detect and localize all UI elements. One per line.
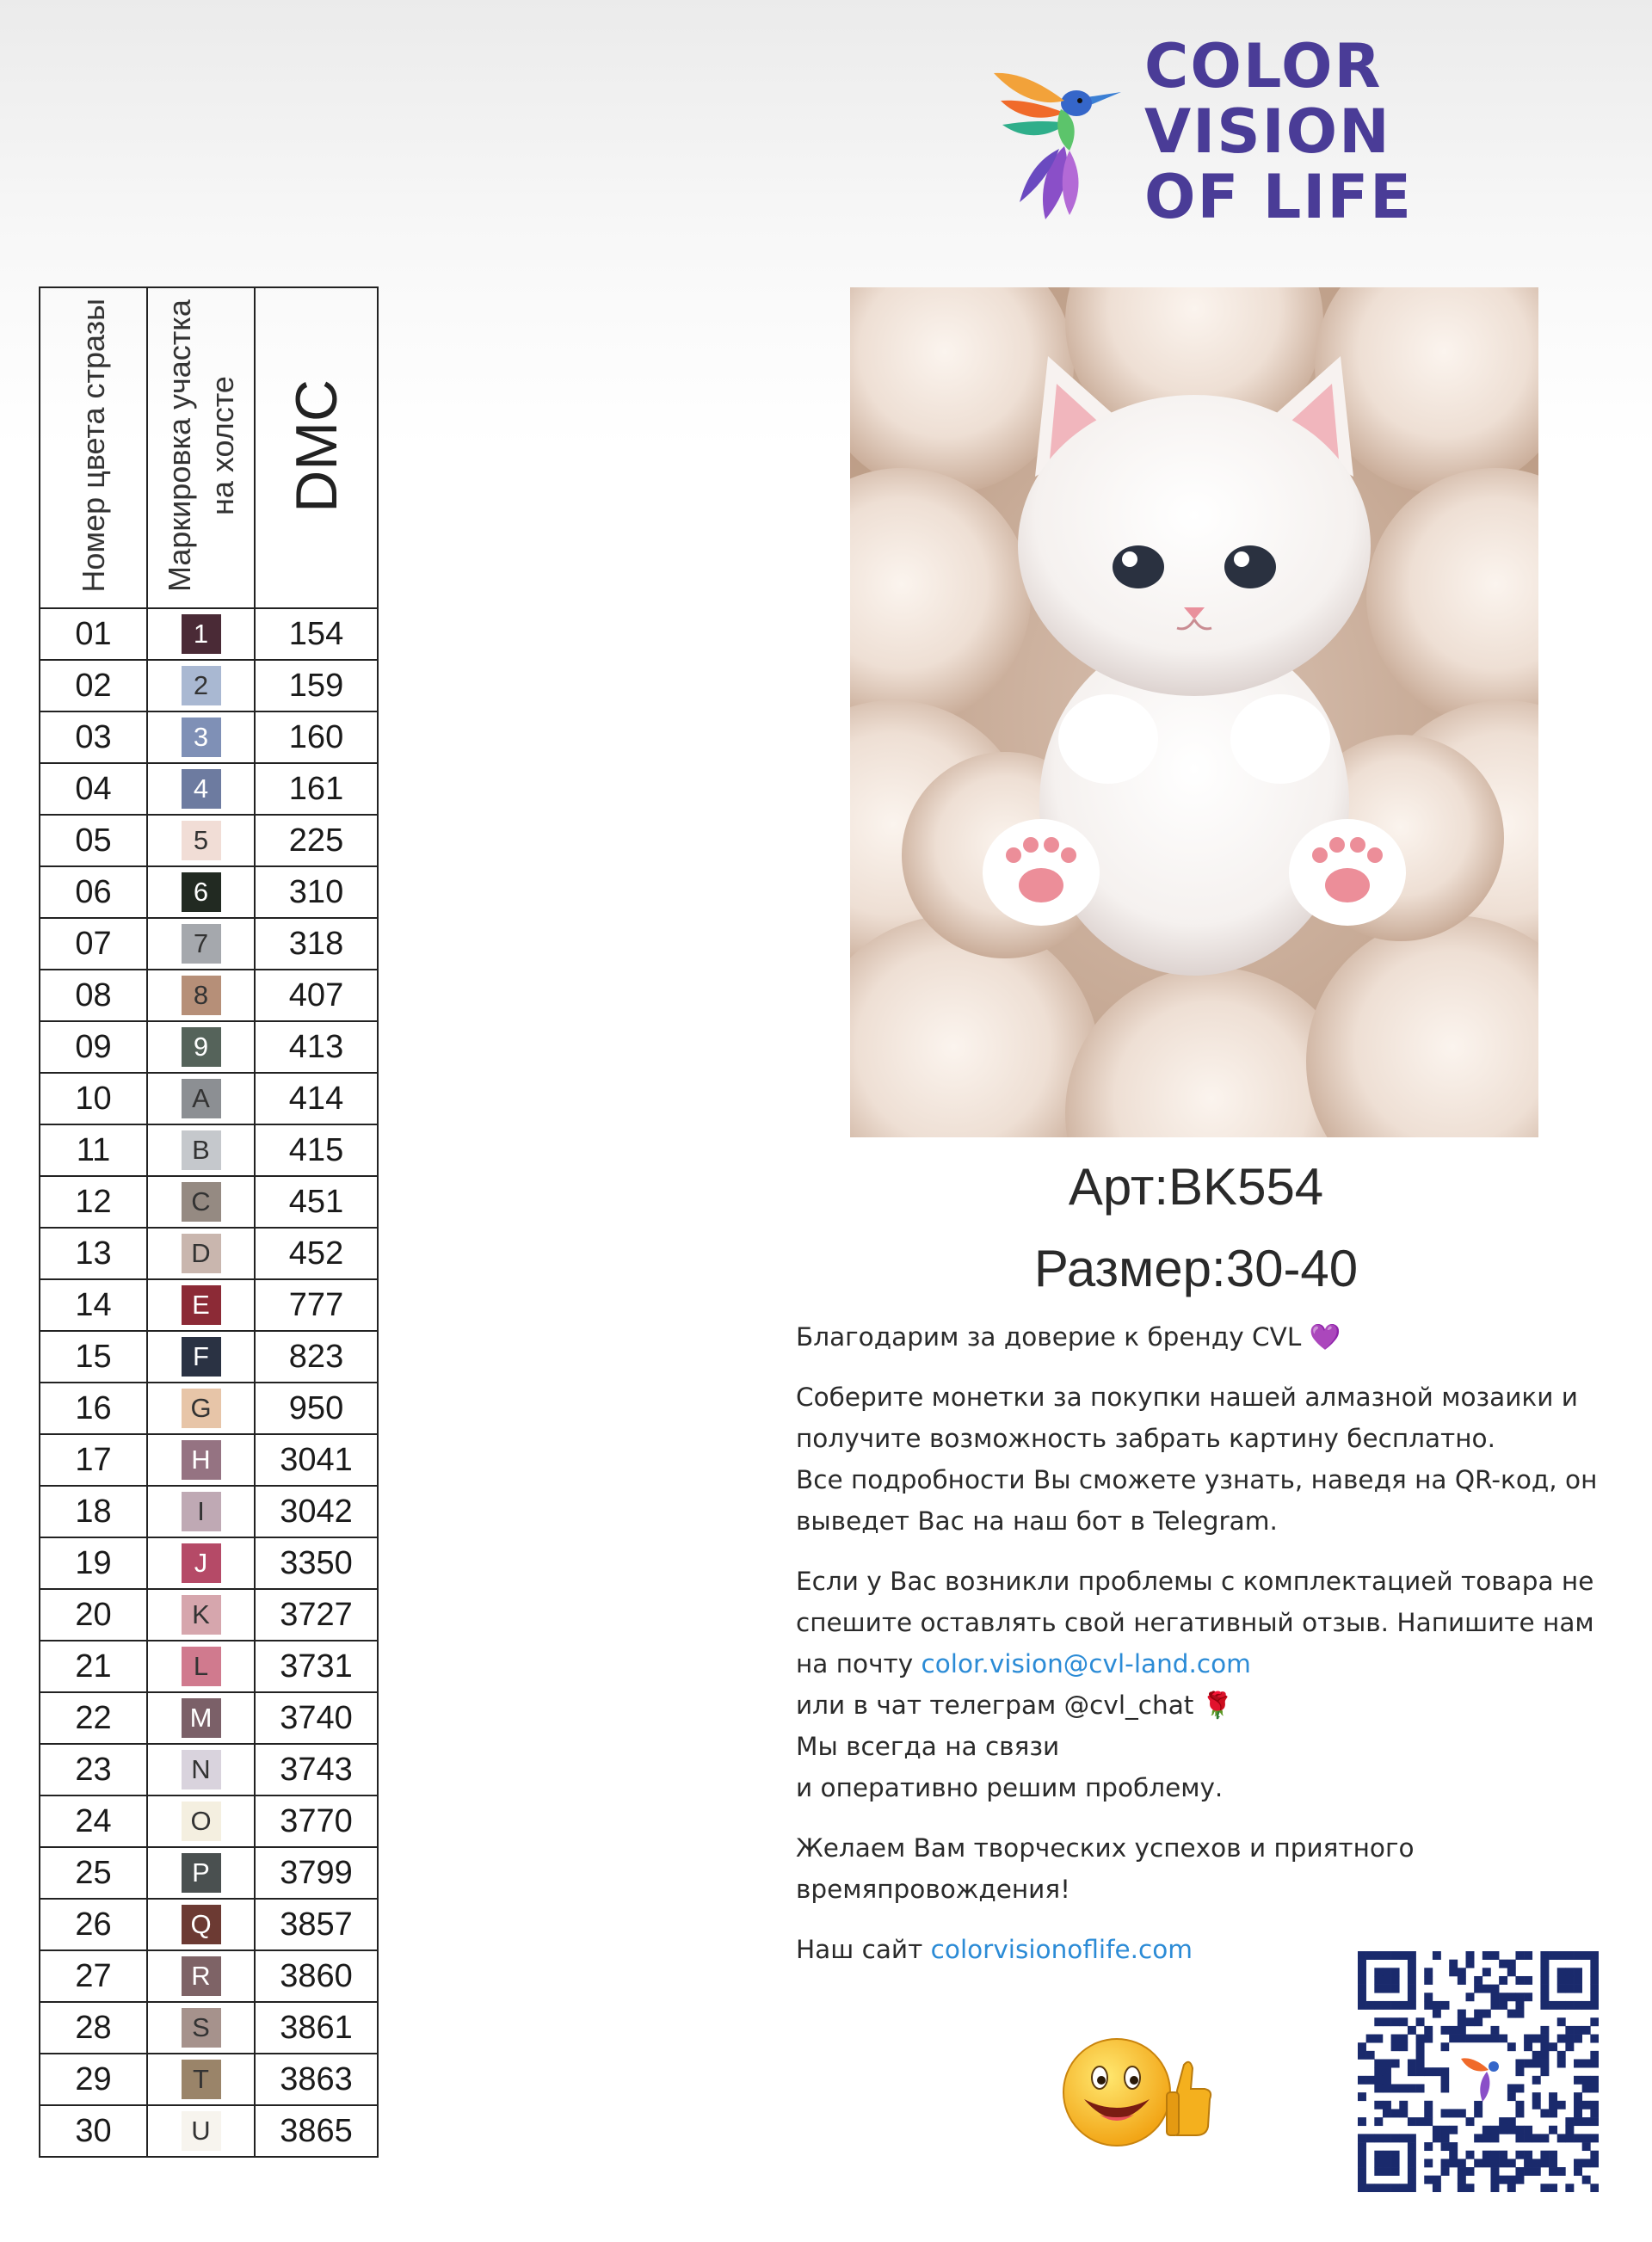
dmc-code-cell: 310	[255, 866, 378, 918]
canvas-marking-cell	[147, 1795, 255, 1847]
header-color-number-label: Номер цвета стразы	[75, 299, 111, 593]
canvas-marking-cell	[147, 608, 255, 660]
color-swatch: 2	[182, 666, 221, 705]
customer-message	[796, 1316, 1605, 1989]
color-swatch: 3	[182, 718, 221, 757]
color-number-cell: 14	[40, 1279, 147, 1331]
canvas-marking-cell	[147, 1537, 255, 1589]
color-swatch: O	[182, 1802, 221, 1841]
canvas-marking-cell	[147, 1950, 255, 2002]
dmc-code-cell: 3042	[255, 1486, 378, 1537]
color-swatch: Q	[182, 1905, 221, 1944]
table-row	[40, 1124, 378, 1176]
support-line-2: спешите оставлять свой негативный отзыв. Напишите нам	[796, 1608, 1594, 1637]
color-number-cell: 22	[40, 1692, 147, 1744]
color-number-cell: 18	[40, 1486, 147, 1537]
canvas-marking-cell	[147, 1073, 255, 1124]
canvas-marking-cell	[147, 1383, 255, 1434]
color-swatch: F	[182, 1337, 221, 1377]
table-row	[40, 1795, 378, 1847]
telegram-chat-text: или в чат телеграм @cvl_chat	[796, 1691, 1194, 1720]
table-row	[40, 1331, 378, 1383]
color-number-cell: 16	[40, 1383, 147, 1434]
header-dmc	[255, 287, 378, 608]
color-swatch: S	[182, 2008, 221, 2048]
color-number-cell: 05	[40, 815, 147, 866]
table-row	[40, 2054, 378, 2105]
color-number-cell: 12	[40, 1176, 147, 1228]
canvas-marking-cell	[147, 1021, 255, 1073]
dmc-code-cell: 3863	[255, 2054, 378, 2105]
color-number-cell: 21	[40, 1641, 147, 1692]
dmc-code-cell: 3799	[255, 1847, 378, 1899]
table-row	[40, 1589, 378, 1641]
color-number-cell: 30	[40, 2105, 147, 2157]
color-number-cell: 24	[40, 1795, 147, 1847]
table-row	[40, 1228, 378, 1279]
support-line-1: Если у Вас возникли проблемы с комплектацией товара не	[796, 1567, 1594, 1596]
dmc-code-cell: 161	[255, 763, 378, 815]
brand-logo	[985, 30, 1433, 232]
table-row	[40, 1744, 378, 1795]
dmc-code-cell: 3857	[255, 1899, 378, 1950]
table-row	[40, 1176, 378, 1228]
color-number-cell: 10	[40, 1073, 147, 1124]
color-number-cell: 13	[40, 1228, 147, 1279]
color-swatch: U	[182, 2111, 221, 2151]
coins-line-2: получите возможность забрать картину бесплатно.	[796, 1424, 1495, 1453]
wishes-paragraph	[796, 1827, 1605, 1910]
canvas-marking-cell	[147, 763, 255, 815]
coins-line-3: Все подробности Вы сможете узнать, наведя на QR-код, он	[796, 1465, 1598, 1494]
table-row	[40, 1847, 378, 1899]
wishes-line-2: времяпровождения!	[796, 1875, 1070, 1904]
canvas-marking-cell	[147, 1331, 255, 1383]
color-number-cell: 23	[40, 1744, 147, 1795]
table-row	[40, 866, 378, 918]
product-image-white-kitten	[850, 287, 1538, 1137]
dmc-code-cell: 3861	[255, 2002, 378, 2054]
color-number-cell: 09	[40, 1021, 147, 1073]
color-swatch: K	[182, 1595, 221, 1635]
table-row	[40, 608, 378, 660]
canvas-marking-cell	[147, 1589, 255, 1641]
dmc-code-cell: 3727	[255, 1589, 378, 1641]
email-prefix: на почту	[796, 1649, 922, 1678]
canvas-marking-cell	[147, 1124, 255, 1176]
color-number-cell: 26	[40, 1899, 147, 1950]
color-number-cell: 20	[40, 1589, 147, 1641]
qr-center-logo-icon	[1449, 2042, 1507, 2102]
dmc-code-cell: 451	[255, 1176, 378, 1228]
color-number-cell: 25	[40, 1847, 147, 1899]
dmc-code-cell: 3731	[255, 1641, 378, 1692]
color-number-cell: 04	[40, 763, 147, 815]
dmc-code-cell: 225	[255, 815, 378, 866]
qr-code[interactable]	[1358, 1951, 1599, 2192]
color-key-table	[39, 286, 379, 2158]
dmc-code-cell: 777	[255, 1279, 378, 1331]
header-dmc-label: DMC	[283, 379, 349, 513]
dmc-code-cell: 160	[255, 711, 378, 763]
dmc-code-cell: 407	[255, 970, 378, 1021]
color-number-cell: 11	[40, 1124, 147, 1176]
canvas-marking-cell	[147, 1228, 255, 1279]
dmc-code-cell: 823	[255, 1331, 378, 1383]
dmc-code-cell: 3041	[255, 1434, 378, 1486]
color-swatch: 9	[182, 1027, 221, 1067]
coins-line-1: Соберите монетки за покупки нашей алмазной мозаики и	[796, 1383, 1578, 1412]
table-row	[40, 918, 378, 970]
color-swatch: 5	[182, 821, 221, 860]
table-row	[40, 1899, 378, 1950]
color-swatch: J	[182, 1543, 221, 1583]
brand-line-3: OF LIFE	[1144, 162, 1413, 232]
color-number-cell: 17	[40, 1434, 147, 1486]
table-row	[40, 1021, 378, 1073]
color-number-cell: 27	[40, 1950, 147, 2002]
color-swatch: C	[182, 1182, 221, 1222]
brand-line-1: COLOR	[1144, 31, 1383, 102]
canvas-marking-cell	[147, 1279, 255, 1331]
brand-line-2: VISION	[1144, 96, 1391, 167]
table-row	[40, 1279, 378, 1331]
dmc-code-cell: 3860	[255, 1950, 378, 2002]
table-row	[40, 1641, 378, 1692]
article-number: Арт:BK554	[1068, 1158, 1324, 1216]
dmc-code-cell: 452	[255, 1228, 378, 1279]
color-swatch: N	[182, 1750, 221, 1789]
thumbs-up-smiley-icon	[1057, 2030, 1216, 2155]
table-row	[40, 2105, 378, 2157]
dmc-code-cell: 3740	[255, 1692, 378, 1744]
table-row	[40, 763, 378, 815]
rose-icon: 🌹	[1201, 1691, 1234, 1720]
canvas-marking-cell	[147, 2105, 255, 2157]
color-swatch: R	[182, 1956, 221, 1996]
canvas-marking-cell	[147, 1486, 255, 1537]
brand-wordmark	[1144, 31, 1413, 232]
table-row	[40, 660, 378, 711]
canvas-marking-cell	[147, 918, 255, 970]
color-swatch: M	[182, 1698, 221, 1738]
canvas-marking-cell	[147, 1692, 255, 1744]
dmc-code-cell: 3770	[255, 1795, 378, 1847]
color-number-cell: 29	[40, 2054, 147, 2105]
color-number-cell: 08	[40, 970, 147, 1021]
dmc-code-cell: 3865	[255, 2105, 378, 2157]
dmc-code-cell: 154	[255, 608, 378, 660]
color-swatch: L	[182, 1647, 221, 1686]
color-swatch: A	[182, 1079, 221, 1118]
dmc-code-cell: 950	[255, 1383, 378, 1434]
color-swatch: B	[182, 1130, 221, 1170]
canvas-marking-cell	[147, 660, 255, 711]
canvas-size: Размер:30-40	[1033, 1240, 1359, 1297]
canvas-marking-cell	[147, 1176, 255, 1228]
color-number-cell: 02	[40, 660, 147, 711]
color-swatch: 8	[182, 976, 221, 1015]
dmc-code-cell: 414	[255, 1073, 378, 1124]
table-row	[40, 1537, 378, 1589]
canvas-marking-cell	[147, 2002, 255, 2054]
color-swatch: D	[182, 1234, 221, 1273]
table-row	[40, 1692, 378, 1744]
support-line-5: Мы всегда на связи	[796, 1732, 1060, 1761]
color-swatch: E	[182, 1285, 221, 1325]
canvas-marking-cell	[147, 711, 255, 763]
support-paragraph	[796, 1561, 1605, 1808]
coins-line-4: выведет Вас на наш бот в Telegram.	[796, 1506, 1278, 1536]
color-number-cell: 28	[40, 2002, 147, 2054]
table-header-row	[40, 287, 378, 608]
color-swatch: G	[182, 1389, 221, 1428]
table-row	[40, 1950, 378, 2002]
canvas-marking-cell	[147, 815, 255, 866]
color-number-cell: 15	[40, 1331, 147, 1383]
color-number-cell: 03	[40, 711, 147, 763]
canvas-marking-cell	[147, 1744, 255, 1795]
canvas-marking-cell	[147, 1899, 255, 1950]
canvas-marking-cell	[147, 2054, 255, 2105]
header-color-number	[40, 287, 147, 608]
table-row	[40, 711, 378, 763]
hummingbird-logo-icon	[985, 56, 1123, 228]
site-prefix: Наш сайт	[796, 1935, 931, 1964]
color-key-rows	[40, 608, 378, 2157]
dmc-code-cell: 413	[255, 1021, 378, 1073]
website-link[interactable]: colorvisionoflife.com	[930, 1935, 1193, 1964]
color-swatch: 4	[182, 769, 221, 809]
wishes-line-1: Желаем Вам творческих успехов и приятного	[796, 1833, 1415, 1863]
color-number-cell: 07	[40, 918, 147, 970]
color-swatch: I	[182, 1492, 221, 1531]
color-swatch: 1	[182, 614, 221, 654]
table-row	[40, 970, 378, 1021]
color-swatch: H	[182, 1440, 221, 1480]
dmc-code-cell: 3743	[255, 1744, 378, 1795]
table-row	[40, 1434, 378, 1486]
canvas-marking-cell	[147, 970, 255, 1021]
header-canvas-marking-label: Маркировка участка на холсте	[161, 299, 240, 592]
color-number-cell: 19	[40, 1537, 147, 1589]
thanks-paragraph	[796, 1316, 1605, 1358]
color-number-cell: 06	[40, 866, 147, 918]
canvas-marking-cell	[147, 1434, 255, 1486]
table-row	[40, 1073, 378, 1124]
color-number-cell: 01	[40, 608, 147, 660]
color-swatch: 6	[182, 872, 221, 912]
coins-paragraph	[796, 1377, 1605, 1542]
header-canvas-marking	[147, 287, 255, 608]
table-row	[40, 815, 378, 866]
dmc-code-cell: 318	[255, 918, 378, 970]
canvas-marking-cell	[147, 866, 255, 918]
dmc-code-cell: 159	[255, 660, 378, 711]
canvas-marking-cell	[147, 1847, 255, 1899]
table-row	[40, 1486, 378, 1537]
chat-line	[796, 1685, 1605, 1726]
canvas-marking-cell	[147, 1641, 255, 1692]
color-swatch: P	[182, 1853, 221, 1893]
color-swatch: T	[182, 2060, 221, 2099]
dmc-code-cell: 415	[255, 1124, 378, 1176]
support-email-link[interactable]: color.vision@cvl-land.com	[921, 1649, 1251, 1678]
thanks-text: Благодарим за доверие к бренду CVL	[796, 1322, 1302, 1352]
color-swatch: 7	[182, 924, 221, 964]
table-row	[40, 1383, 378, 1434]
email-line	[796, 1643, 1605, 1685]
purple-heart-icon: 💜	[1309, 1322, 1341, 1352]
table-row	[40, 2002, 378, 2054]
support-line-6: и оперативно решим проблему.	[796, 1773, 1224, 1802]
dmc-code-cell: 3350	[255, 1537, 378, 1589]
